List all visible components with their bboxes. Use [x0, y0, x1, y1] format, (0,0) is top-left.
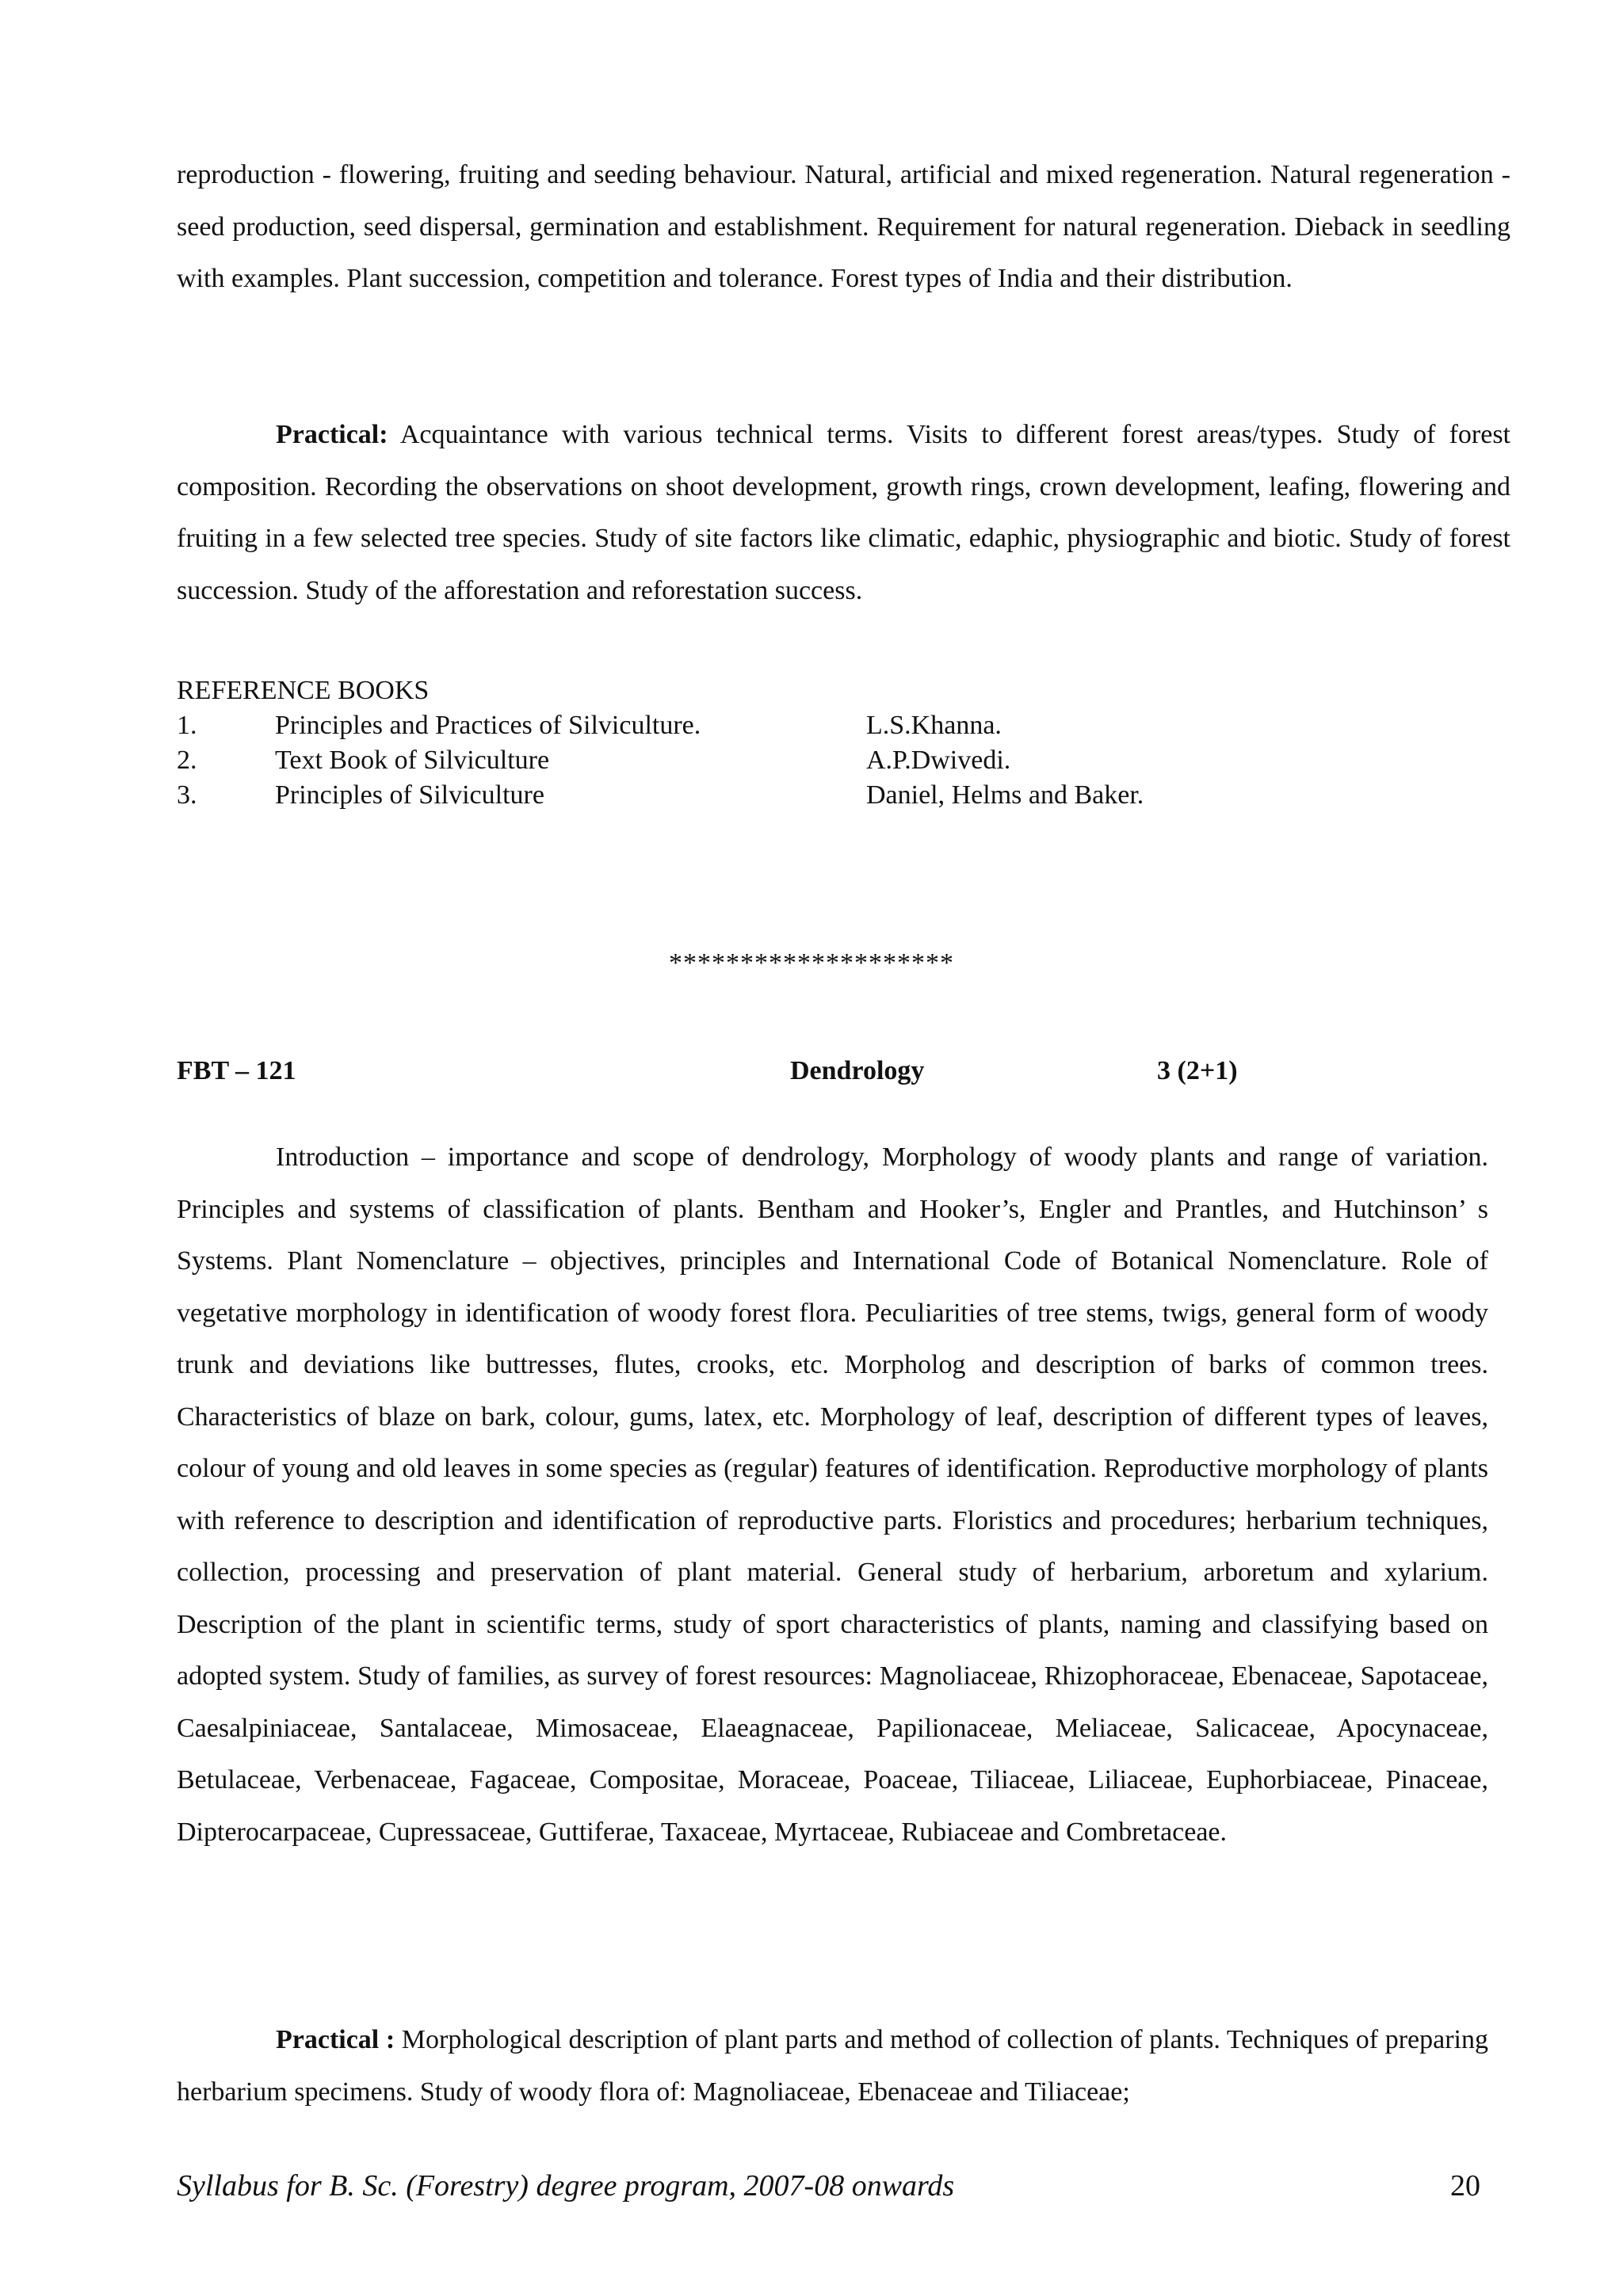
- reference-title: Text Book of Silviculture: [275, 746, 550, 775]
- reference-number: 1.: [177, 711, 197, 740]
- section-separator: ********************: [669, 948, 954, 978]
- reference-item: [177, 708, 1445, 743]
- practical-label: Practical :: [276, 2025, 395, 2054]
- reference-item: [177, 743, 1445, 778]
- practical-paragraph-silviculture: [177, 409, 1510, 616]
- course-credits: 3 (2+1): [1157, 1056, 1238, 1085]
- intro-paragraph: reproduction - flowering, fruiting and seeding behaviour. Natural, artificial and mixed regeneration. Natural regeneration - seed production, seed dispersal, germination and establishment. Requirement for natural regeneration. Dieback in seedling with examples. Plant succession, competition and tolerance. Forest types of India and their distribution.: [177, 160, 1510, 293]
- practical-text: Morphological description of plant parts and method of collection of plants. Techniques of preparing herbarium specimens. Study of woody flora of: Magnoliaceae, Ebenaceae and Tiliaceae;: [177, 2025, 1488, 2107]
- reference-number: 2.: [177, 746, 197, 775]
- footer-text: Syllabus for B. Sc. (Forestry) degree program, 2007-08 onwards: [177, 2169, 955, 2203]
- reference-books-heading: REFERENCE BOOKS: [177, 676, 430, 705]
- practical-paragraph-dendrology: [177, 2014, 1488, 2118]
- reference-number: 3.: [177, 780, 197, 810]
- reference-title: Principles and Practices of Silviculture.: [275, 711, 701, 740]
- page-number: 20: [1450, 2169, 1480, 2203]
- reference-author: A.P.Dwivedi.: [866, 746, 1011, 775]
- course-description: Introduction – importance and scope of dendrology, Morphology of woody plants and range of variation. Principles and systems of classification of plants. Bentham and Hooker’s, Engler and Prantles, and Hutchinson’ s Systems. Plant Nomenclature – objectives, principles and International Code of Botanical Nomenclature. Role of vegetative morphology in identification of woody forest flora. Peculiarities of tree stems, twigs, general form of woody trunk and deviations like buttresses, flutes, crooks, etc. Morpholog and description of barks of common trees. Characteristics of blaze on bark, colour, gums, latex, etc. Morphology of leaf, description of different types of leaves, colour of young and old leaves in some species as (regular) features of identification. Reproductive morphology of plants with reference to description and identification of reproductive parts. Floristics and procedures; herbarium techniques, collection, processing and preservation of plant material. General study of herbarium, arboretum and xylarium. Description of the plant in scientific terms, study of sport characteristics of plants, naming and classifying based on adopted system. Study of families, as survey of forest resources: Magnoliaceae, Rhizophoraceae, Ebenaceae, Sapotaceae, Caesalpiniaceae, Santalaceae, Mimosaceae, Elaeagnaceae, Papilionaceae, Meliaceae, Salicaceae, Apocynaceae, Betulaceae, Verbenaceae, Fagaceae, Compositae, Moraceae, Poaceae, Tiliaceae, Liliaceae, Euphorbiaceae, Pinaceae, Dipterocarpaceae, Cupressaceae, Guttiferae, Taxaceae, Myrtaceae, Rubiaceae and Combretaceae.: [177, 1142, 1488, 1847]
- practical-label: Practical:: [276, 420, 388, 449]
- practical-text: Acquaintance with various technical terms. Visits to different forest areas/types. Study of forest composition. Recording the observations on shoot development, growth rings, crown development, leafing, flowering and fruiting in a few selected tree species. Study of site factors like climatic, edaphic, physiographic and biotic. Study of forest succession. Study of the afforestation and reforestation success.: [177, 420, 1510, 605]
- reference-item: [177, 778, 1445, 813]
- course-code: FBT – 121: [177, 1056, 296, 1085]
- reference-title: Principles of Silviculture: [275, 780, 544, 810]
- reference-author: Daniel, Helms and Baker.: [866, 780, 1144, 810]
- reference-author: L.S.Khanna.: [866, 711, 1002, 740]
- course-name: Dendrology: [790, 1056, 925, 1085]
